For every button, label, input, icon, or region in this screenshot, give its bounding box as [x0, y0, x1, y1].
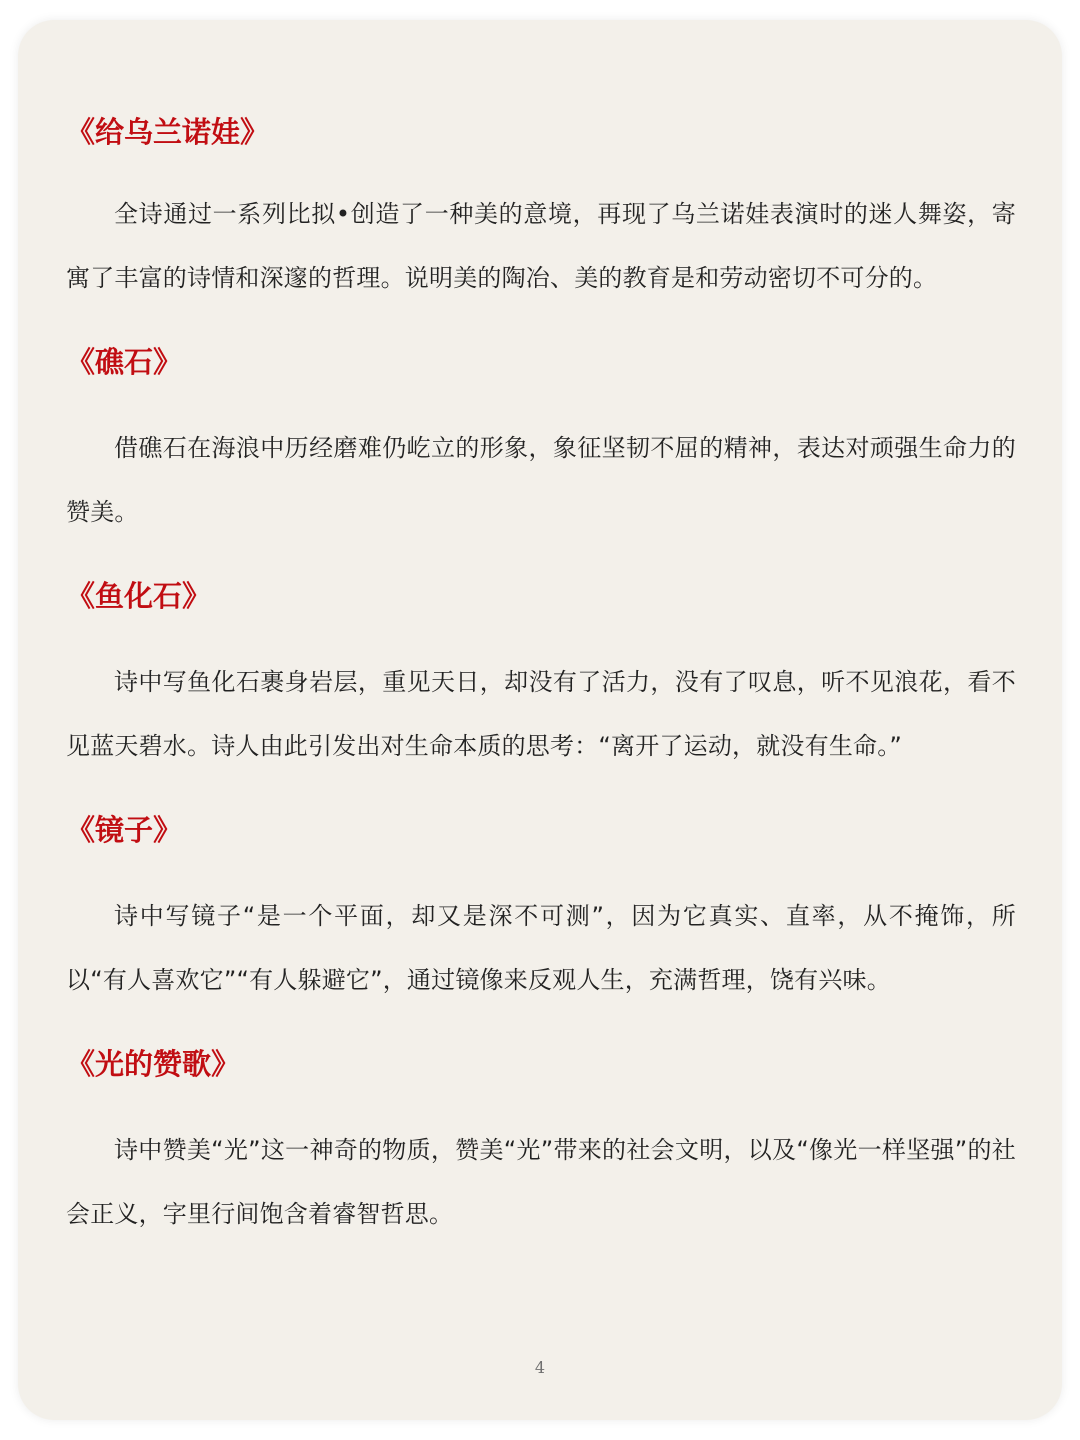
poem-summary-guangdezange: 诗中赞美“光”这一神奇的物质，赞美“光”带来的社会文明，以及“像光一样坚强”的社会正义，字里行间饱含着睿智哲思。 — [66, 1136, 1016, 1228]
poem-summary-jingzi: 诗中写镜子“是一个平面，却又是深不可测”，因为它真实、直率，从不掩饰，所以“有人喜欢它”“有人躲避它”，通过镜像来反观人生，充满哲理，饶有兴味。 — [66, 902, 1016, 994]
poem-summary-jiaoshi: 借礁石在海浪中历经磨难仍屹立的形象，象征坚韧不屈的精神，表达对顽强生命力的赞美。 — [66, 434, 1016, 526]
page-number: 4 — [534, 1358, 546, 1377]
document-page — [18, 20, 1062, 1420]
poem-title-yuhuashi: 《鱼化石》 — [66, 579, 212, 613]
poem-summary-gei-wulannuowa: 全诗通过一系列比拟•创造了一种美的意境，再现了乌兰诺娃表演时的迷人舞姿，寄寓了丰富的诗情和深邃的哲理。说明美的陶冶、美的教育是和劳动密切不可分的。 — [66, 200, 1016, 292]
poem-title-jiaoshi: 《礁石》 — [66, 345, 183, 379]
poem-title-jingzi: 《镜子》 — [66, 813, 183, 847]
poem-summary-yuhuashi: 诗中写鱼化石裹身岩层，重见天日，却没有了活力，没有了叹息，听不见浪花，看不见蓝天碧水。诗人由此引发出对生命本质的思考：“离开了运动，就没有生命。” — [66, 668, 1016, 760]
poem-title-gei-wulannuowa: 《给乌兰诺娃》 — [66, 115, 270, 149]
poem-title-guangdezange: 《光的赞歌》 — [66, 1047, 241, 1081]
